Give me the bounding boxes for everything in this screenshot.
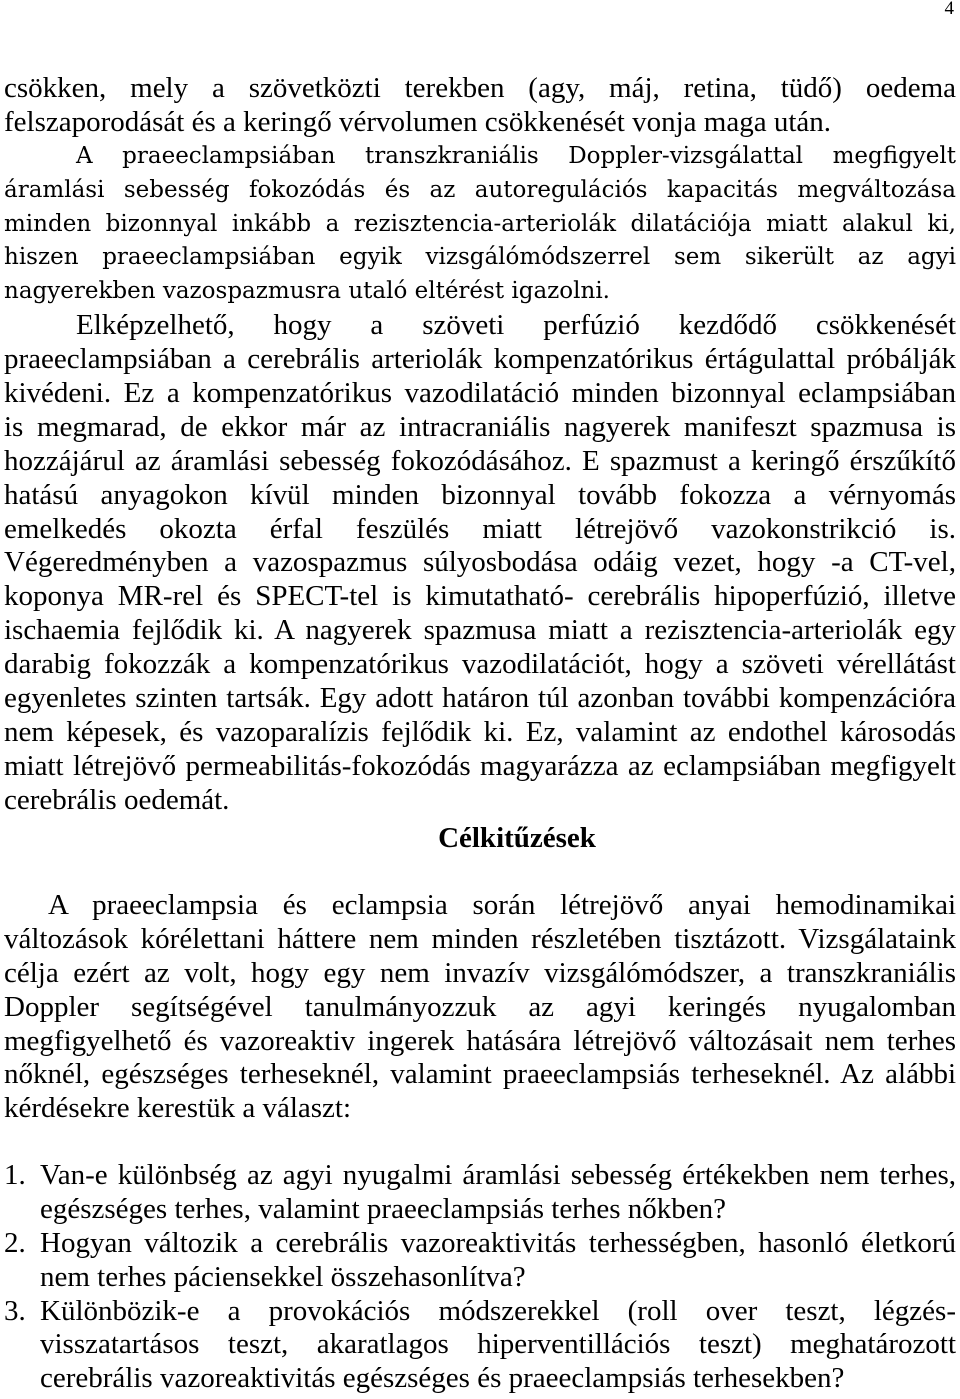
question-number: 1.	[4, 1159, 26, 1191]
text-line: hiszen praeeclampsiában egyik vizsgálómódszerrel sem sikerült az agyi	[4, 244, 956, 271]
text-line: nagyerekben vazospazmusra utaló eltérést igazolni.	[4, 278, 610, 305]
question-line: cerebrális vazoreaktivitás egészséges és praeeclampsiás terhesekben?	[40, 1362, 845, 1395]
question-item	[4, 1295, 956, 1397]
question-line: visszatartásos teszt, akaratlagos hiperventillációs teszt) meghatározott	[40, 1328, 956, 1361]
text-line: is megmarad, de ekkor már az intracraniális nagyerek manifeszt spazmusa is	[4, 410, 956, 443]
text-line: koponya MR-rel és SPECT-tel is kimutatható- cerebrális hipoperfúzió, illetve	[4, 580, 956, 613]
question-number: 2.	[4, 1226, 26, 1259]
text-line: változások kórélettani háttere nem minden részletében tisztázott. Vizsgálataink	[4, 922, 956, 955]
text-line: csökken, mely a szövetközti terekben (agy, máj, retina, tüdő) oedema	[4, 72, 956, 104]
text-line: felszaporodását és a keringő vérvolumen csökkenését vonja maga után.	[4, 105, 832, 138]
text-line: darabig fokozzák a kompenzatórikus vazodilatációt, hogy a szöveti vérellátást	[4, 648, 956, 681]
text-line: hozzájárul az áramlási sebesség fokozódásához. E spazmust a keringő érszűkítő	[4, 444, 956, 477]
intro-text	[4, 72, 956, 818]
text-line: célja ezért az volt, hogy egy nem invazív vizsgálómódszer, a transzkraniális	[4, 956, 956, 989]
question-line: Hogyan változik a cerebrális vazoreaktivitás terhességben, hasonló életkorú	[40, 1226, 956, 1259]
question-line: egészséges terhes, valamint praeeclampsiás terhes nőkben?	[40, 1192, 727, 1225]
objectives-text	[4, 889, 956, 1126]
research-questions	[4, 1159, 956, 1396]
text-line: kérdésekre kerestük a választ:	[4, 1092, 352, 1125]
text-line: nőknél, egészséges terheseknél, valamint praeeclampsiás terheseknél. Az alábbi	[4, 1058, 956, 1091]
text-line: Doppler segítségével tanulmányozzuk az agyi keringés nyugalomban	[4, 990, 956, 1023]
text-line: ischaemia fejlődik ki. A nagyerek spazmusa miatt a rezisztencia-arteriolák egy	[4, 614, 956, 647]
text-line: cerebrális oedemát.	[4, 783, 230, 816]
text-line: emelkedés okozta érfal feszülés miatt létrejövő vazokonstrikció is.	[4, 512, 956, 545]
question-item	[4, 1227, 956, 1295]
page-number: 4	[944, 0, 954, 19]
question-line: Van-e különbség az agyi nyugalmi áramlási sebesség értékekben nem terhes,	[40, 1159, 956, 1191]
text-line: megfigyelhető és vazoreaktiv ingerek hatására létrejövő változásait nem terhes	[4, 1024, 956, 1057]
text-line: egyenletes szinten tartsák. Egy adott határon túl azonban további kompenzációra	[4, 682, 956, 715]
question-line: nem terhes páciensekkel összehasonlítva?	[40, 1260, 526, 1293]
section-heading: Célkitűzések	[438, 822, 596, 854]
question-number: 3.	[4, 1294, 26, 1327]
text-line: hatású anyagokon kívül minden bizonnyal tovább fokozza a vérnyomás	[4, 478, 956, 511]
text-line: nem képesek, és vazoparalízis fejlődik ki. Ez, valamint az endothel károsodás	[4, 715, 956, 748]
text-line: áramlási sebesség fokozódás és az autoregulációs kapacitás megváltozása	[4, 176, 956, 203]
question-line: Különbözik-e a provokációs módszerekkel (roll over teszt, légzés-	[40, 1294, 956, 1327]
text-line: A praeeclampsia és eclampsia során létrejövő anyai hemodinamikai	[48, 889, 956, 921]
text-line: miatt létrejövő permeabilitás-fokozódás magyarázza az eclampsiában megfigyelt	[4, 749, 956, 782]
text-line: minden bizonnyal inkább a rezisztencia-arteriolák dilatációja miatt alakul ki,	[4, 210, 956, 237]
text-line: Végeredményben a vazospazmus súlyosbodása odáig vezet, hogy -a CT-vel,	[4, 546, 956, 579]
text-line: kivédeni. Ez a kompenzatórikus vazodilatáció minden bizonnyal eclampsiában	[4, 377, 956, 410]
text-line: A praeeclampsiában transzkraniális Doppler-vizsgálattal megfigyelt	[76, 142, 956, 169]
text-line: Elképzelhető, hogy a szöveti perfúzió kezdődő csökkenését	[76, 309, 956, 342]
question-item	[4, 1159, 956, 1227]
text-line: praeeclampsiában a cerebrális arteriolák kompenzatórikus értágulattal próbálják	[4, 343, 956, 376]
